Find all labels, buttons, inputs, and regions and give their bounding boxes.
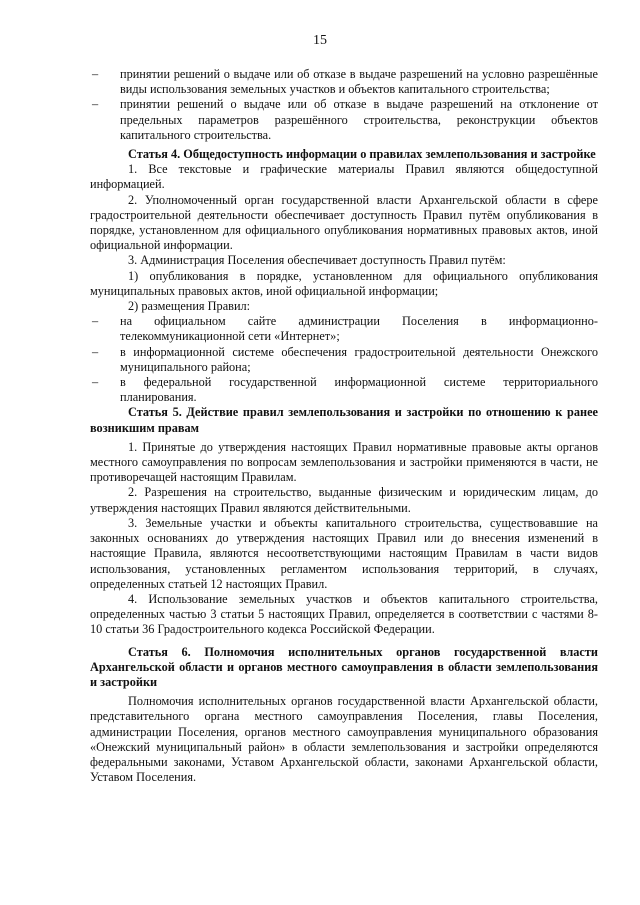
list-item-dash: – на официальном сайте администрации Поселения в информационно-телекоммуникационной сети «Интернет»; — [90, 314, 598, 344]
page-content — [90, 67, 598, 785]
article-5-title: Статья 5. Действие правил землепользования и застройки по отношению к ранее возникшим правам — [90, 405, 598, 435]
list-item-dash: – принятии решений о выдаче или об отказе в выдаче разрешений на отклонение от предельных параметров разрешённого строительства, реконструкции объектов капитального строительства. — [90, 97, 598, 143]
paragraph: 4. Использование земельных участков и объектов капитального строительства, определенных частью 3 статьи 5 настоящих Правил, определяется в соответствии с частями 8-10 статьи 36 Градостроительного кодекса Российской Федерации. — [90, 591, 598, 637]
page-number: 15 — [313, 33, 327, 48]
paragraph: 1. Все текстовые и графические материалы Правил являются общедоступной информацией. — [90, 162, 598, 192]
list-item-dash: – принятии решений о выдаче или об отказе в выдаче разрешений на условно разрешённые виды использования земельных участков и объектов капитального строительства; — [90, 67, 598, 97]
paragraph: 3. Земельные участки и объекты капитального строительства, существовавшие на законных основаниях до утверждения настоящих Правил или до внесения изменений в настоящие Правила, являются несоответствующими настоящим Правилам в части видов использования, установленных регламентом использования территорий, в случаях, определенных статьей 12 настоящих Правил. — [90, 515, 598, 591]
paragraph: 2. Разрешения на строительство, выданные физическим и юридическим лицам, до утверждения настоящих Правил являются действительными. — [90, 485, 598, 515]
paragraph: 2. Уполномоченный орган государственной власти Архангельской области в сфере градостроительной деятельности обеспечивает доступность Правил путём опубликования в порядке, установленном для официального опубликования нормативных правовых актов, иной официальной информации. — [90, 192, 598, 253]
paragraph: Полномочия исполнительных органов государственной власти Архангельской области, представительного органа местного самоуправления Поселения, главы Поселения, администрации Поселения, органов местного самоуправления муниципального образования «Онежский муниципальный район» в области землепользования и застройки определяются федеральными законами, Уставом Архангельской области, законами Архангельской области, Уставом Поселения. — [90, 694, 598, 785]
article-4-title: Статья 4. Общедоступность информации о правилах землепользования и застройке — [128, 147, 596, 162]
list-item-dash: – в информационной системе обеспечения градостроительной деятельности Онежского муниципального района; — [90, 345, 598, 375]
paragraph: 1. Принятые до утверждения настоящих Правил нормативные правовые акты органов местного самоуправления по вопросам землепользования и застройки применяются в части, не противоречащей настоящим Правилам. — [90, 439, 598, 485]
paragraph: 3. Администрация Поселения обеспечивает доступность Правил путём: — [128, 253, 506, 268]
paragraph: 2) размещения Правил: — [128, 299, 251, 314]
paragraph: 1) опубликования в порядке, установленном для официального опубликования муниципальных правовых актов, иной официальной информации; — [90, 268, 598, 298]
article-6-title: Статья 6. Полномочия исполнительных органов государственной власти Архангельской области и органов местного самоуправления в области землепользования и застройки — [90, 644, 598, 689]
list-item-dash: – в федеральной государственной информационной системе территориального планирования. — [90, 375, 598, 405]
